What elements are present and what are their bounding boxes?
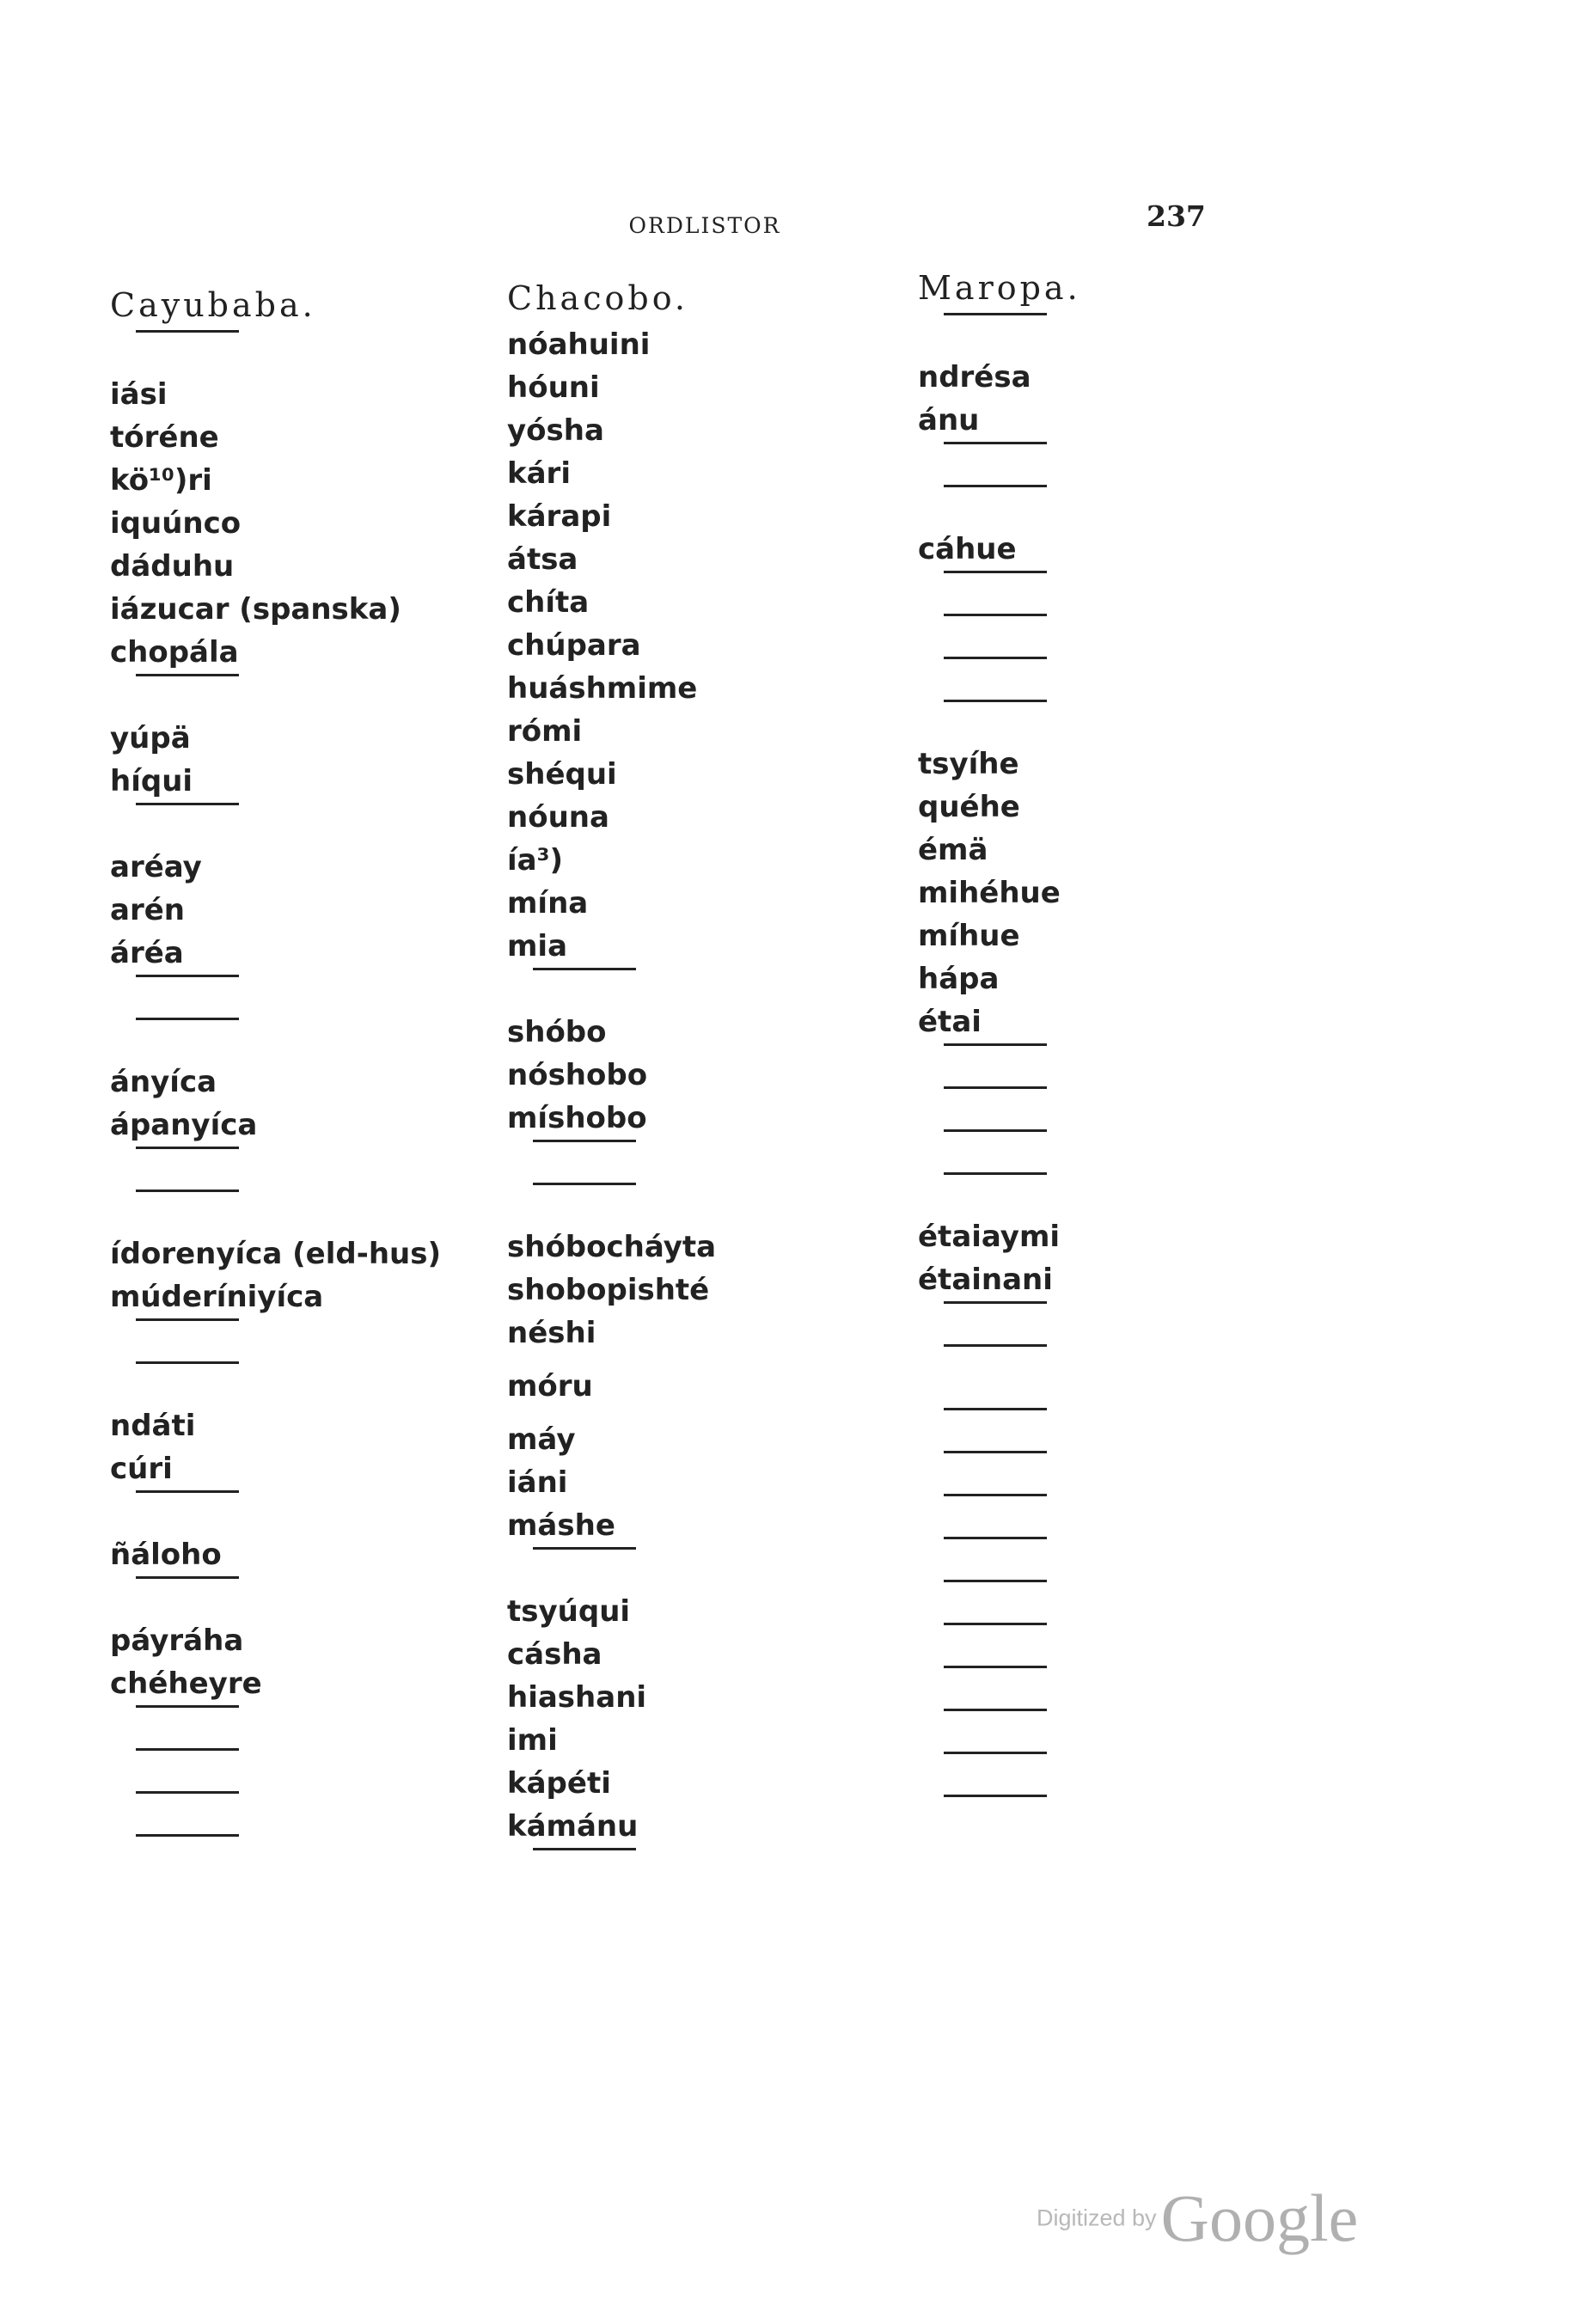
word-entry: kári [507, 456, 571, 491]
dash-mark [944, 1666, 1047, 1711]
word-entry: rómi [507, 714, 583, 749]
word-entry: kápéti [507, 1766, 611, 1801]
column-heading: Chacobo. [507, 279, 688, 317]
word-entry: ndrésa [918, 360, 1031, 394]
word-entry: páyráha [110, 1624, 244, 1658]
word-entry: ndáti [110, 1409, 196, 1443]
word-entry: átsa [507, 542, 578, 577]
word-entry: kárapi [507, 499, 612, 534]
blank-dash-entry [110, 1190, 557, 1232]
blank-dash-entry [918, 1451, 1365, 1494]
column-heading: Maropa. [918, 269, 1081, 307]
dash-mark [944, 1494, 1047, 1539]
dash-mark [944, 1537, 1047, 1582]
blank-dash-entry [110, 1018, 557, 1061]
dash-mark [944, 1172, 1047, 1218]
dash-mark [944, 1129, 1047, 1175]
word-entry: ápanyíca [110, 1108, 258, 1142]
word-entry: ányíca [110, 1065, 217, 1099]
word-entry: ídorenyíca (eld-hus) [110, 1237, 442, 1271]
blank-dash-entry [507, 1183, 954, 1226]
blank-dash-entry [110, 1834, 557, 1877]
word-entry: hápa [918, 962, 1000, 996]
dash-mark [136, 1490, 239, 1536]
dash-mark [136, 1834, 239, 1880]
dash-mark [533, 1547, 636, 1593]
word-entry: chopála [110, 635, 239, 670]
word-entry: míshobo [507, 1101, 647, 1135]
word-entry: áréa [110, 936, 184, 970]
blank-dash-entry [110, 1318, 557, 1361]
column-maropa [918, 263, 1365, 1838]
word-entry: tóréne [110, 420, 219, 455]
column-heading: Cayubaba. [110, 286, 316, 324]
dash-mark [136, 1018, 239, 1063]
word-entry: mína [507, 886, 589, 920]
dash-mark [944, 1795, 1047, 1840]
digitized-by-label: Digitized by [1037, 2205, 1157, 2231]
word-list [507, 323, 954, 1891]
word-entry: tsyíhe [918, 747, 1019, 781]
page-number: 237 [1147, 199, 1206, 233]
dash-mark [944, 614, 1047, 659]
word-entry: shéqui [507, 757, 617, 792]
word-entry: chúpara [507, 628, 641, 663]
blank-dash-entry [918, 442, 1365, 485]
blank-dash-entry [110, 1705, 557, 1748]
word-entry: móru [507, 1369, 593, 1404]
google-logo: Google [1160, 2180, 1359, 2255]
blank-dash-entry [507, 1848, 954, 1891]
blank-dash-entry [110, 1361, 557, 1404]
dash-mark [136, 1361, 239, 1407]
dash-mark [136, 674, 239, 719]
dash-mark [944, 1451, 1047, 1496]
blank-dash-entry [918, 700, 1365, 743]
blank-dash-entry [507, 968, 954, 1011]
word-entry: mihéhue [918, 876, 1061, 910]
word-entry: kö¹⁰)ri [110, 463, 212, 498]
word-entry: hóuni [507, 370, 600, 405]
dash-mark [533, 1140, 636, 1185]
word-entry: étai [918, 1005, 982, 1039]
blank-dash-entry [110, 674, 557, 717]
dash-mark [944, 1043, 1047, 1089]
blank-dash-entry [918, 1795, 1365, 1838]
dash-mark [944, 1408, 1047, 1453]
blank-dash-entry [110, 1576, 557, 1619]
word-entry: chíta [507, 585, 590, 620]
blank-dash-entry [110, 1490, 557, 1533]
dash-mark [533, 1183, 636, 1228]
column-chacobo [507, 273, 954, 1891]
word-entry: aréay [110, 850, 202, 884]
blank-dash-entry [507, 1547, 954, 1590]
dash-mark [944, 1086, 1047, 1132]
word-entry: arén [110, 893, 185, 927]
blank-dash-entry [507, 1140, 954, 1183]
word-entry: shóbo [507, 1015, 607, 1049]
word-entry: étaiaymi [918, 1220, 1061, 1254]
dash-mark [944, 1623, 1047, 1668]
word-entry: ánu [918, 403, 980, 437]
blank-dash-entry [918, 485, 1365, 528]
word-entry: shobopishté [507, 1273, 710, 1307]
word-entry: cásha [507, 1637, 602, 1672]
word-entry: mia [507, 929, 568, 963]
word-entry: iázucar (spanska) [110, 592, 401, 627]
dash-mark [136, 1147, 239, 1192]
word-entry: yósha [507, 413, 604, 448]
dash-mark [136, 1748, 239, 1794]
word-entry: émä [918, 833, 988, 867]
word-entry: huáshmime [507, 671, 698, 706]
dash-mark [136, 1705, 239, 1751]
dash-mark [944, 1752, 1047, 1797]
word-entry: tsyúqui [507, 1594, 631, 1629]
word-entry: ñáloho [110, 1538, 222, 1572]
dash-mark [136, 1791, 239, 1837]
blank-dash-entry [918, 1580, 1365, 1623]
column-cayubaba [110, 280, 557, 1877]
blank-dash-entry [110, 975, 557, 1018]
blank-dash-entry [918, 1752, 1365, 1795]
word-entry: múderíniyíca [110, 1280, 324, 1314]
dash-mark [136, 1576, 239, 1622]
word-entry: étainani [918, 1263, 1053, 1297]
blank-dash-entry [110, 1147, 557, 1190]
dash-mark [944, 1580, 1047, 1625]
word-entry: cáhue [918, 532, 1017, 566]
blank-dash-entry [918, 1623, 1365, 1666]
word-entry: máshe [507, 1508, 615, 1543]
blank-dash-entry [918, 1709, 1365, 1752]
word-entry: shóbocháyta [507, 1230, 717, 1264]
dash-mark [136, 1190, 239, 1235]
word-entry: chéheyre [110, 1667, 262, 1701]
running-title: ORDLISTOR [628, 213, 781, 238]
word-entry: nóshobo [507, 1058, 648, 1092]
word-entry: yúpä [110, 721, 191, 755]
dash-mark [944, 313, 1047, 358]
dash-mark [944, 657, 1047, 702]
blank-dash-entry [918, 1537, 1365, 1580]
blank-dash-entry [918, 1666, 1365, 1709]
word-entry: cúri [110, 1452, 173, 1486]
blank-dash-entry [918, 657, 1365, 700]
dash-mark [944, 485, 1047, 530]
word-entry: nóuna [507, 800, 609, 835]
blank-dash-entry [918, 614, 1365, 657]
word-entry: iási [110, 377, 168, 412]
word-list [918, 313, 1365, 1838]
word-entry: máy [507, 1422, 576, 1457]
word-entry: iáni [507, 1465, 568, 1500]
dash-mark [533, 1848, 636, 1893]
blank-dash-entry [110, 330, 557, 373]
blank-dash-entry [110, 1748, 557, 1791]
blank-dash-entry [918, 1301, 1365, 1344]
word-entry: kámánu [507, 1809, 639, 1844]
word-entry: quéhe [918, 790, 1020, 824]
word-entry: dáduhu [110, 549, 235, 584]
dash-mark [136, 330, 239, 376]
word-entry: hiashani [507, 1680, 647, 1715]
digitized-by-google-watermark [1037, 2180, 1358, 2257]
dash-mark [136, 803, 239, 848]
word-entry: néshi [507, 1316, 596, 1350]
blank-dash-entry [918, 1129, 1365, 1172]
word-entry: imi [507, 1723, 558, 1758]
dash-mark [944, 700, 1047, 745]
blank-dash-entry [110, 1791, 557, 1834]
blank-dash-entry [918, 1043, 1365, 1086]
dash-mark [944, 1344, 1047, 1410]
word-entry: míhue [918, 919, 1020, 953]
blank-dash-entry [918, 313, 1365, 356]
dash-mark [533, 968, 636, 1013]
word-entry: ía³) [507, 843, 564, 878]
dash-mark [136, 975, 239, 1020]
blank-dash-entry [110, 803, 557, 846]
dash-mark [944, 1709, 1047, 1754]
dash-mark [944, 442, 1047, 487]
word-entry: iquúnco [110, 506, 242, 541]
blank-dash-entry [918, 1494, 1365, 1537]
blank-dash-entry [918, 1086, 1365, 1129]
word-list [110, 330, 557, 1877]
blank-dash-entry [918, 1172, 1365, 1215]
word-entry: nóahuini [507, 327, 651, 362]
blank-dash-entry [918, 1408, 1365, 1451]
word-entry: híqui [110, 764, 193, 798]
dash-mark [944, 1301, 1047, 1347]
dash-mark [944, 571, 1047, 616]
blank-dash-entry [918, 1344, 1365, 1408]
dash-mark [136, 1318, 239, 1364]
blank-dash-entry [918, 571, 1365, 614]
